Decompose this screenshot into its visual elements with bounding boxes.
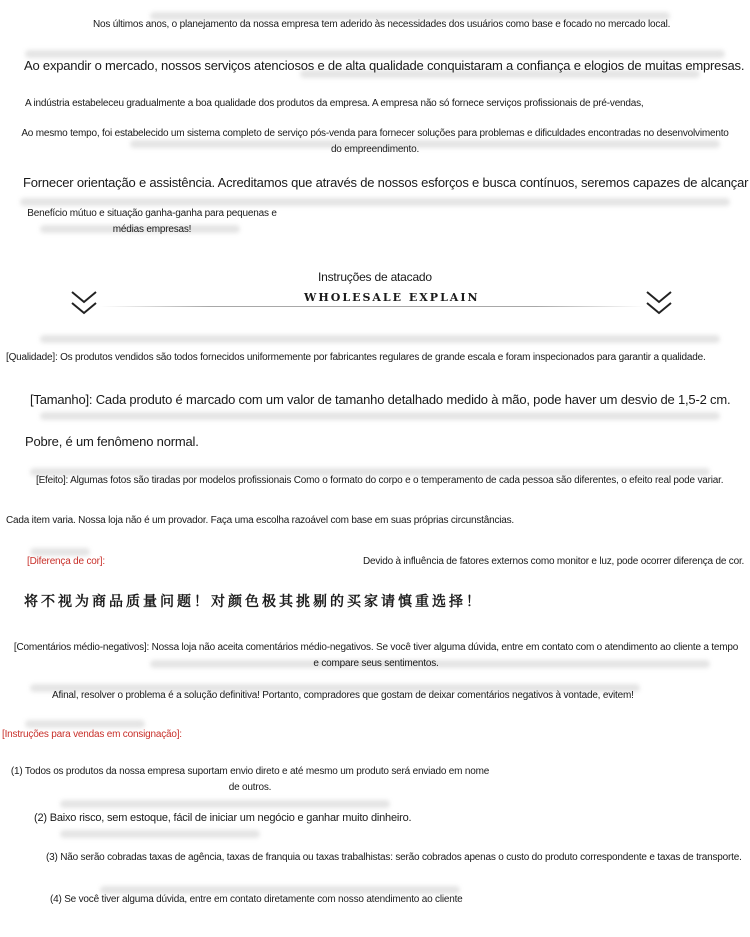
- intro-line-6: Benefício mútuo e situação ganha-ganha para pequenas e médias empresas!: [27, 208, 277, 235]
- background-smudge: [25, 50, 725, 58]
- background-smudge: [25, 720, 145, 728]
- double-chevron-down-icon: [69, 289, 99, 319]
- reviews-text-line-2: Afinal, resolver o problema é a solução definitiva! Portanto, compradores que gostam de deixar comentários negativos à vontade, evitem!: [52, 690, 634, 701]
- consignment-item-1: (1) Todos os produtos da nossa empresa suportam envio direto e até mesmo um produto será enviado em nome de outros.: [10, 766, 490, 793]
- quality-text: [Qualidade]: Os produtos vendidos são todos fornecidos uniformemente por fabricantes regulares de grande escala e foram inspecionados para garantir a qualidade.: [6, 352, 706, 363]
- double-chevron-down-icon: [644, 289, 674, 319]
- section-subtitle: WHOLESALE EXPLAIN: [304, 291, 480, 304]
- intro-line-5: Fornecer orientação e assistência. Acreditamos que através de nossos esforços e busca contínuos, seremos capazes de alcançar: [23, 175, 749, 190]
- intro-line-1: Nos últimos anos, o planejamento da nossa empresa tem aderido às necessidades dos usuários como base e focado no mercado local.: [93, 19, 671, 30]
- consignment-item-2: (2) Baixo risco, sem estoque, fácil de iniciar um negócio e ganhar muito dinheiro.: [34, 812, 412, 824]
- header-divider: [100, 306, 645, 307]
- size-text-line-1: [Tamanho]: Cada produto é marcado com um valor de tamanho detalhado medido à mão, pode haver um desvio de 1,5-2 cm.: [30, 392, 731, 407]
- background-smudge: [20, 198, 730, 206]
- effect-text-line-1: [Efeito]: Algumas fotos são tiradas por modelos profissionais Como o formato do corpo e o temperamento de cada pessoa são diferentes, o efeito real pode variar.: [36, 475, 724, 486]
- chinese-notice: 将不视为商品质量问题！对颜色极其挑剔的买家请慎重选择！: [24, 594, 483, 610]
- background-smudge: [40, 335, 720, 343]
- consignment-item-3: (3) Não serão cobradas taxas de agência, taxas de franquia ou taxas trabalhistas: serão cobrados apenas o custo do produto correspondente e taxas de transporte.: [46, 852, 742, 863]
- background-smudge: [60, 800, 390, 808]
- section-title: Instruções de atacado: [318, 270, 432, 284]
- background-smudge: [60, 830, 260, 838]
- color-difference-label: [Diferença de cor]:: [27, 556, 105, 567]
- effect-text-line-2: Cada item varia. Nossa loja não é um provador. Faça uma escolha razoável com base em suas próprias circunstâncias.: [6, 515, 515, 526]
- reviews-text: [Comentários médio-negativos]: Nossa loja não aceita comentários médio-negativos. Se você tiver alguma dúvida, entre em contato com o atendimento ao cliente a tempo e compare seus sentimentos.: [13, 642, 739, 669]
- consignment-label: [Instruções para vendas em consignação]:: [2, 729, 182, 740]
- background-smudge: [40, 412, 720, 420]
- size-text-line-2: Pobre, é um fenômeno normal.: [25, 434, 199, 449]
- intro-line-2: Ao expandir o mercado, nossos serviços atenciosos e de alta qualidade conquistaram a confiança e elogios de muitas empresas.: [24, 58, 745, 73]
- consignment-item-4: (4) Se você tiver alguma dúvida, entre em contato diretamente com nosso atendimento ao cliente: [50, 894, 463, 905]
- intro-line-4: Ao mesmo tempo, foi estabelecido um sistema completo de serviço pós-venda para fornecer soluções para problemas e dificuldades encontradas no desenvolvimento do empreendimento.: [21, 128, 729, 155]
- background-smudge: [100, 886, 460, 894]
- intro-line-3: A indústria estabeleceu gradualmente a boa qualidade dos produtos da empresa. A empresa não só fornece serviços profissionais de pré-vendas,: [25, 98, 644, 109]
- color-difference-text: Devido à influência de fatores externos como monitor e luz, pode ocorrer diferença de cor.: [363, 556, 745, 567]
- background-smudge: [30, 548, 90, 556]
